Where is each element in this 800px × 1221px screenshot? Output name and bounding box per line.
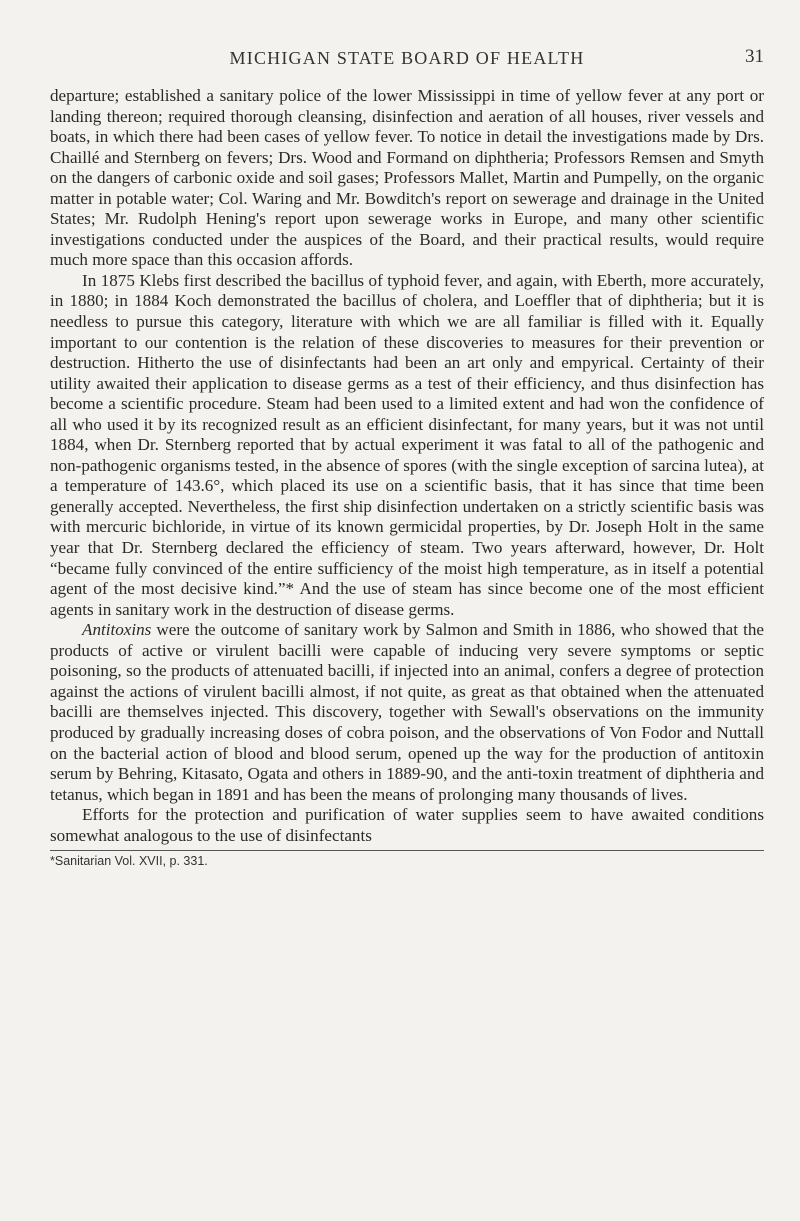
page-number: 31 (745, 46, 764, 67)
paragraph-2: In 1875 Klebs first described the bacillus of typhoid fever, and again, with Eberth, more accurately, in 1880; in 1884 Koch demonstrated the bacillus of cholera, and Loeffler that of diphtheria; but it is needless to pursue this category, literature with which we are all familiar is filled with it. Equally important to our contention is the relation of these discoveries to measures for their prevention or destruction. Hitherto the use of disinfectants had been an art only and empyrical. Certainty of their utility awaited their application to disease germs as a test of their efficiency, and thus disinfection has become a scientific procedure. Steam had been used to a limited extent and had won the confidence of all who used it by its recognized result as an efficient disinfectant, for many years, but it was not until 1884, when Dr. Sternberg reported that by actual experiment it was fatal to all of the pathogenic and non-pathogenic organisms tested, in the absence of spores (with the single exception of sarcina lutea), at a temperature of 143.6°, which placed its use on a scientific basis, that it has since that time been generally accepted. Nevertheless, the first ship disinfection undertaken on a strictly scientific basis was with mercuric bichloride, in virtue of its known germicidal properties, by Dr. Joseph Holt in the same year that Dr. Sternberg declared the efficiency of steam. Two years afterward, however, Dr. Holt “became fully convinced of the entire sufficiency of the moist high temperature, as in itself a potential agent of the most decisive kind.”* And the use of steam has since become one of the most efficient agents in sanitary work in the destruction of disease germs. (50, 270, 764, 619)
footnote-divider (50, 850, 764, 851)
paragraph-1: departure; established a sanitary police of the lower Mississippi in time of yellow fever at any port or landing thereon; required thorough cleansing, disinfection and aeration of all houses, river vessels and boats, in which there had been cases of yellow fever. To notice in detail the investigations made by Drs. Chaillé and Sternberg on fevers; Drs. Wood and Formand on diphtheria; Professors Remsen and Smyth on the dangers of carbonic oxide and soil gases; Professors Mallet, Martin and Pumpelly, on the organic matter in potable water; Col. Waring and Mr. Bowditch's report on sewerage and drainage in the United States; Mr. Rudolph Hening's report upon sewerage works in Europe, and many other scientific investigations conducted under the auspices of the Board, and their practical results, would require much more space than this occasion affords. (50, 86, 764, 270)
paragraph-3-text: were the outcome of sanitary work by Salmon and Smith in 1886, who showed that the products of active or virulent bacilli were capable of inducing very severe symptoms or septic poisoning, so the products of attenuated bacilli, if injected into an animal, confers a degree of protection against the actions of virulent bacilli almost, if not quite, as great as that obtained when the attenuated bacilli are themselves injected. This discovery, together with Sewall's observations on the immunity produced by gradually increasing doses of cobra poison, and the observations of Von Fodor and Nuttall on the bacterial action of blood and blood serum, opened up the way for the production of antitoxin serum by Behring, Kitasato, Ogata and others in 1889-90, and the anti-toxin treatment of diphtheria and tetanus, which began in 1891 and has been the means of prolonging many thousands of lives. (50, 620, 764, 804)
running-head: MICHIGAN STATE BOARD OF HEALTH (229, 48, 585, 68)
paragraph-3-lead: Antitoxins (82, 620, 152, 640)
paragraph-3 (50, 620, 764, 805)
footnote: *Sanitarian Vol. XVII, p. 331. (50, 854, 208, 869)
page-header (50, 40, 764, 76)
document-page (50, 40, 764, 869)
paragraph-4: Efforts for the protection and purification of water supplies seem to have awaited conditions somewhat analogous to the use of disinfectants (50, 805, 764, 845)
body-text (50, 86, 764, 846)
